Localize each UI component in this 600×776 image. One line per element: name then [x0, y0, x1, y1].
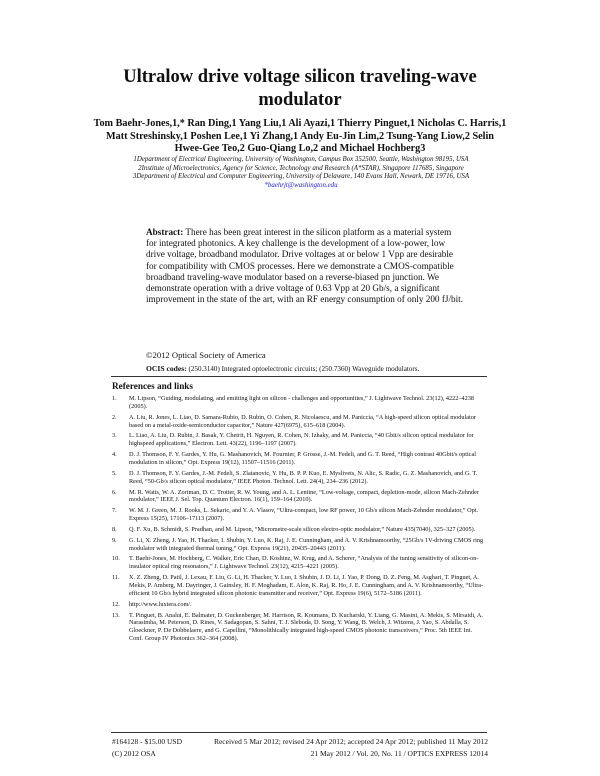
reference-item: [112, 574, 486, 598]
reference-item: [112, 414, 486, 430]
reference-item: [112, 612, 486, 644]
reference-item: [112, 555, 486, 571]
ocis-codes: [146, 364, 476, 373]
copyright-notice: ©2012 Optical Society of America: [146, 350, 266, 360]
document-id: #164128 - $15.00 USD: [112, 737, 183, 746]
reference-item: [112, 507, 486, 523]
journal-citation: 21 May 2012 / Vol. 20, No. 11 / OPTICS EXPRESS 12014: [310, 749, 488, 758]
reference-number: 13.: [112, 611, 120, 619]
reference-number: 6.: [112, 488, 117, 496]
reference-item: [112, 432, 486, 448]
reference-item: [112, 526, 486, 534]
reference-item: [112, 470, 486, 486]
reference-text: L. Liao, A. Liu, D. Rubin, J. Basak, Y. Chetrit, H. Nguyen, R. Cohen, N. Izhaky, and M. Paniccia, “40 Gbit/s silicon optical modulator for highspeed applications,” Electron. Lett. 43(22), 1196–1197 (2007).: [129, 432, 474, 448]
references-list: [112, 395, 486, 646]
reference-text: T. Pinguet, B. Analui, E. Balmater, D. Guckenberger, M. Harrison, R. Koumans, D. Kucharski, Y. Liang, G. Masini, A. Mekis, S. Mirsaidi, A. Narasimha, M. Peterson, D. Rines, V. Sadagopan, S. Sahni, T. J. Sleboda, D. Song, Y. Wang, B. Welch, J. Witzens, J. Yao, S. Abdalla, S. Gloeckner, P. De Dobbelaere, and G. Capellini, “Monolithically integrated high-speed CMOS photonic transceivers,” Proc. 5th IEEE Int. Conf. Group IV Photonics 362–364 (2008).: [129, 611, 483, 643]
reference-text: D. J. Thomson, F. Y. Gardes, Y. Hu, G. Mashanovich, M. Fournier, P. Grosse, J.-M. Fedeli, and G. T. Reed, “High contrast 40Gbit/s optical modulation in silicon,” Opt. Express 19(12), 11507–11516 (2011).: [129, 451, 476, 467]
reference-number: 4.: [112, 451, 117, 459]
ocis-label: OCIS codes:: [146, 364, 187, 373]
reference-text: T. Baehr-Jones, M. Hochberg, C. Walker, Eric Chan, D. Koshinz, W. Krug, and A. Scherer, “Analysis of the tuning sensitivity of silicon-on-insulator optical ring resonators,” J. Lightwave Technol. 23(12), 4215–4221 (2005).: [129, 555, 479, 571]
abstract-text: There has been great interest in the silicon platform as a material system for integrated photonics. A key challenge is the development of a low-power, low drive voltage, broadband modulator. Drive voltages at or below 1 Vpp are desirable for compatibility with CMOS processes. Here we demonstrate a CMOS-compatible broadband traveling-wave modulator based on a reverse-biased pn junction. We demonstrate operation with a drive voltage of 0.63 Vpp at 20 Gb/s, a significant improvement in the state of the art, with an RF energy consumption of only 200 fJ/bit.: [146, 227, 464, 305]
author-list: Tom Baehr-Jones,1,* Ran Ding,1 Yang Liu,1 Ali Ayazi,1 Thierry Pinguet,1 Nicholas C. Harris,1 Matt Streshinsky,1 Poshen Lee,1 Yi Zhang,1 Andy Eu-Jin Lim,2 Tsung-Yang Liow,2 Selin Hwee-Gee Teo,2 Guo-Qiang Lo,2 and Michael Hochberg3: [93, 118, 507, 155]
reference-number: 5.: [112, 469, 117, 477]
reference-text: D. J. Thomson, F. Y. Gardes, J.-M. Fedeli, S. Zlatanovic, Y. Hu, B. P. P. Kuo, E. Myslivets, N. Alic, S. Radic, G. Z. Mashanovich, and G. T. Reed, “50-Gb/s silicon optical modulator,” IEEE Photon. Technol. Lett. 24(4), 234–236 (2012).: [129, 469, 478, 485]
reference-number: 10.: [112, 555, 120, 563]
affiliations: [110, 156, 492, 190]
reference-number: 7.: [112, 507, 117, 515]
reference-text: G. Li, X. Zheng, J. Yao, H. Thacker, I. Shubin, Y. Luo, K. Raj, J. E. Cunningham, and A. V. Krishnamoorthy, “25Gb/s 1V-driving CMOS ring modulator with integrated thermal tuning,” Opt. Express 19(21), 20435–20443 (2011).: [129, 536, 484, 552]
corresponding-email[interactable]: *baehrjt@washington.edu: [264, 181, 338, 189]
reference-text: M. Lipson, “Guiding, modulating, and emitting light on silicon - challenges and opportunities,” J. Lightwave Technol. 23(12), 4222–4238 (2005).: [129, 395, 475, 410]
reference-text: M. R. Watts, W. A. Zortman, D. C. Trotter, R. W. Young, and A. L. Lentine, “Low-voltage, compact, depletion-mode, silicon Mach-Zehnder modulator,” IEEE J. Sel. Top. Quantum Electron. 16(1), 159–164 (2010).: [129, 488, 479, 504]
received-dates: Received 5 Mar 2012; revised 24 Apr 2012; accepted 24 Apr 2012; published 11 May 2012: [213, 737, 488, 746]
reference-number: 1.: [112, 395, 117, 402]
reference-number: 12.: [112, 600, 120, 608]
reference-item: [112, 451, 486, 467]
abstract-label: Abstract:: [146, 227, 184, 237]
reference-number: 11.: [112, 574, 120, 582]
footer-copyright: (C) 2012 OSA: [112, 749, 156, 758]
paper-title: Ultralow drive voltage silicon traveling-wave modulator: [123, 67, 477, 110]
reference-text: X. Z. Zheng, D. Patil, J. Lexau, F. Liu, G. Li, H. Thacker, Y. Luo, I. Shubin, J. D. Li, J. Yao, P. Dong, D. Z. Feng, M. Asghari, T. Pinguet, A. Mekis, P. Amberg, M. Dayringer, J. Gainsley, H. F. Moghadam, E. Alon, K. Raj, R. Ho, J. E. Cunningham, and A. V. Krishnamoorthy, “Ultra-efficient 10 Gb/s hybrid integrated silicon photonic transmitter and receiver,” Opt. Express 19(6), 5172–5186 (2011).: [129, 574, 484, 597]
ocis-text: (250.3140) Integrated optoelectronic circuits; (250.7360) Waveguide modulators.: [188, 365, 420, 373]
reference-number: 2.: [112, 413, 117, 421]
reference-text: http://www.luxtera.com/.: [129, 600, 192, 608]
references-heading: References and links: [112, 381, 193, 391]
reference-item: [112, 601, 486, 609]
reference-item: [112, 395, 486, 411]
affiliation-2: 2Institute of Microelectronics, Agency for Science, Technology and Research (A*STAR), Singapore 117685, Singapore: [138, 164, 464, 172]
top-divider: [111, 376, 487, 377]
reference-number: 3.: [112, 432, 117, 440]
reference-text: W. M. J. Green, M. J. Rooks, L. Sekaric, and Y. A. Vlasov, “Ultra-compact, low RF power, 10 Gb/s silicon Mach-Zehnder modulator,” Opt. Express 15(25), 17106–17113 (2007).: [129, 507, 479, 523]
reference-item: [112, 489, 486, 505]
abstract: [146, 227, 464, 305]
reference-text: Q. F. Xu, B. Schmidt, S. Pradhan, and M. Lipson, “Micrometre-scale silicon electro-optic modulator,” Nature 435(7040), 325–327 (2005).: [129, 525, 476, 533]
reference-text: A. Liu, R. Jones, L. Liao, D. Samara-Rubio, D. Rubin, O. Cohen, R. Nicolaescu, and M. Paniccia, “A high-speed silicon optical modulator based on a metal-oxide-semiconductor capacitor,” Nature 427(6975), 615–618 (2004).: [129, 413, 476, 429]
reference-number: 8.: [112, 525, 117, 533]
reference-number: 9.: [112, 536, 117, 544]
footer-divider: [111, 732, 487, 733]
affiliation-1: 1Department of Electrical Engineering, University of Washington, Campus Box 352500, Seattle, Washington 98195, USA: [133, 156, 469, 163]
reference-item: [112, 537, 486, 553]
affiliation-3: 3Department of Electrical and Computer Engineering, University of Delaware, 140 Evans Hall, Newark, DE 19716, USA: [132, 173, 470, 181]
